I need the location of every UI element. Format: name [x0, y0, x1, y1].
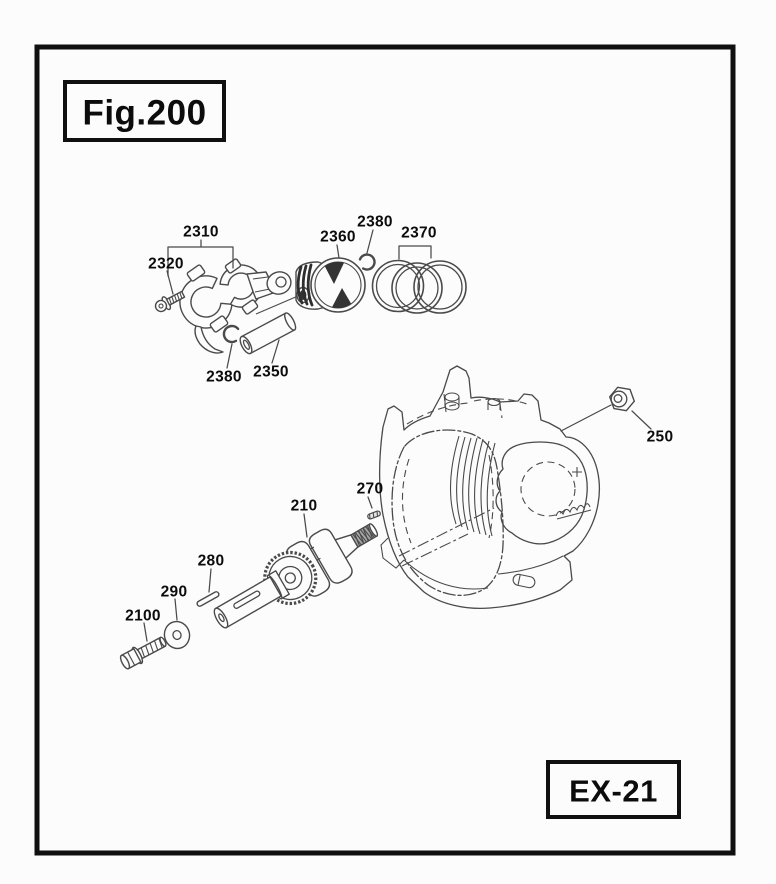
part-woodruff-key-270	[367, 510, 381, 519]
callout-2320: 2320	[148, 255, 184, 273]
callout-2370: 2370	[401, 224, 437, 242]
leader-2380-bottom	[227, 344, 232, 368]
part-pin-clip-2380-a	[360, 255, 375, 270]
callout-2360: 2360	[320, 228, 356, 246]
part-crankshaft-210	[204, 506, 390, 646]
callout-270: 270	[356, 480, 384, 498]
callout-2100: 2100	[125, 607, 161, 625]
cooling-fins	[451, 436, 495, 536]
part-piston-pin-2350	[238, 311, 298, 355]
callout-2380-bottom: 2380	[206, 368, 242, 386]
callout-290: 290	[160, 583, 188, 601]
cylinder-bore	[521, 462, 575, 516]
part-crankcase	[380, 366, 600, 608]
leader-2360	[337, 245, 339, 258]
leader-270	[368, 497, 372, 508]
part-piston-2360	[296, 258, 365, 312]
bracket-2370	[399, 246, 431, 259]
mount-slot	[512, 573, 536, 588]
callout-280: 280	[197, 552, 225, 570]
assembly-axis-250	[561, 405, 611, 431]
page-border	[37, 47, 733, 853]
page-code: EX-21	[569, 773, 658, 809]
part-pin-clip-2380-b	[224, 326, 238, 342]
figure-number-box	[65, 82, 224, 140]
leader-290	[175, 599, 177, 620]
page-code-box	[548, 762, 679, 817]
callout-2310: 2310	[183, 223, 219, 241]
leader-280	[209, 569, 211, 592]
head-bolt-boss	[445, 393, 500, 410]
callout-210: 210	[290, 497, 318, 515]
head-gasket-face	[496, 442, 587, 544]
figure-number: Fig.200	[82, 93, 207, 133]
leader-2380-top	[367, 230, 373, 253]
leader-2100	[144, 623, 147, 641]
leader-2350	[272, 340, 279, 363]
leader-210	[304, 514, 307, 537]
callout-250: 250	[646, 428, 674, 446]
leader-250	[632, 411, 651, 429]
crankcase-opening	[392, 430, 503, 595]
callout-2380-top: 2380	[357, 213, 393, 231]
leader-2320	[167, 271, 173, 294]
part-piston-rings-2370	[373, 261, 467, 314]
part-flange-nut-250	[610, 387, 635, 410]
callout-2350: 2350	[253, 363, 289, 381]
part-straight-key-280	[196, 591, 220, 607]
part-bolt-2100	[118, 633, 169, 671]
